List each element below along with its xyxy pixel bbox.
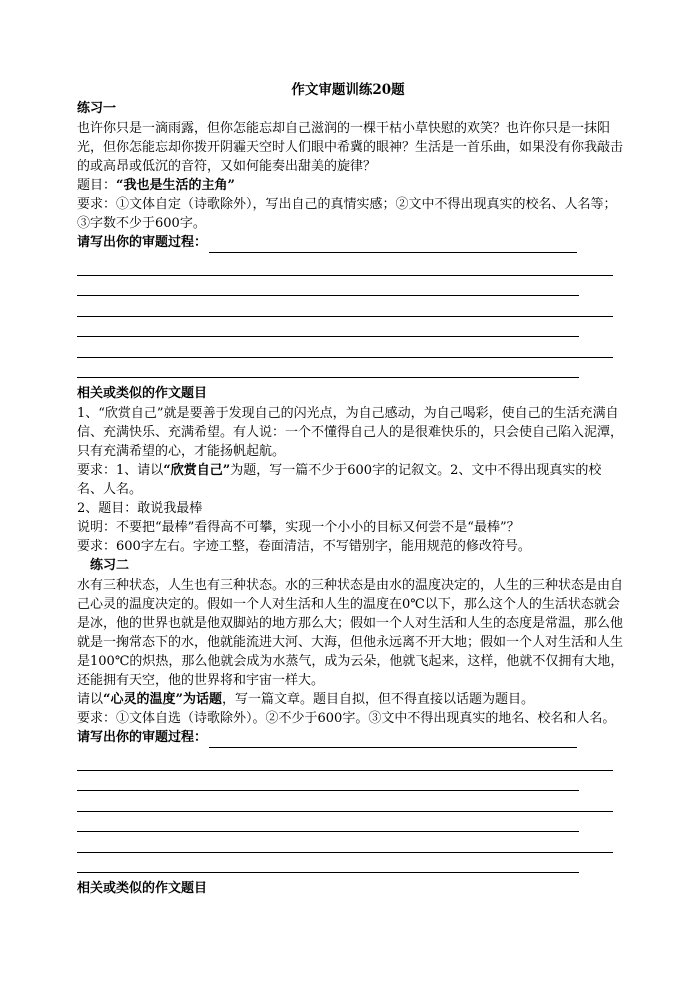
answer-line xyxy=(77,832,613,853)
answer-line xyxy=(77,276,579,297)
exercise-1-prompt xyxy=(77,233,625,253)
answer-line xyxy=(77,750,613,771)
answer-line xyxy=(77,337,613,358)
answer-line xyxy=(77,812,579,833)
related-topic-1: 1、“欣赏自己”就是要善于发现自己的闪光点，为自己感动，为自己喝彩，使自己的生活充满自信、充满快乐、充满希望。有人说：一个不懂得自己人的是很难快乐的，只会使自己陷入泥潭，只有充满希望的心，才能扬帆起航。 xyxy=(77,406,624,459)
answer-line xyxy=(77,358,579,379)
answer-line xyxy=(77,296,613,317)
exercise-2-answer-lines xyxy=(77,750,625,873)
exercise-2-material: 水有三种状态，人生也有三种状态。水的三种状态是由水的温度决定的，人生的三种状态是由自己心灵的温度决定的。假如一个人对生活和人生的温度在0℃以下，那么这个人的生活状态就会是冰，他的世界也就是他双脚站的地方那么大；假如一个人对生活和人生的态度是常温，那么他就是一掬常态下的水，他就能流进大河、大海，但他永远离不开大地；假如一个人对生活和人生是100℃的炽热，那么他就会成为水蒸气，成为云朵，他就飞起来，这样，他就不仅拥有大地，还能拥有天空，他的世界将和宇宙一样大。 xyxy=(77,578,624,688)
related-topic-2: 2、题目：敢说我最棒 xyxy=(77,501,203,516)
related-topic-2-requirement: 要求：600字左右。字迹工整，卷面清洁，不写错别字，能用规范的修改符号。 xyxy=(77,539,531,554)
related-topic-1-requirement xyxy=(77,461,625,499)
document-content xyxy=(77,99,625,899)
exercise-1-material: 也许你只是一滴雨露，但你怎能忘却自己滋润的一棵干枯小草快慰的欢笑？也许你只是一抹阳光，但你怎能忘却你拨开阴霾天空时人们眼中希冀的眼神？生活是一首乐曲，如果没有你我敲击的或高昂或低沉的音符，又如何能奏出甜美的旋律？ xyxy=(77,121,624,174)
requirement-text: 为题，写一篇不少于600字的记叙文。2、文中不得出现真实的校名、人名。 xyxy=(77,463,602,497)
exercise-1-topic-label: 题目： xyxy=(77,178,117,193)
topic-text: 请以 xyxy=(77,692,104,707)
related-topics-heading: 相关或类似的作文题目 xyxy=(77,386,208,401)
answer-line xyxy=(77,255,613,276)
related-topics-heading-2: 相关或类似的作文题目 xyxy=(77,881,208,896)
answer-line xyxy=(77,771,579,792)
exercise-2-prompt xyxy=(77,728,625,748)
answer-line xyxy=(77,317,579,338)
exercise-1-prompt-underline xyxy=(209,239,577,253)
related-topic-2-explanation: 说明：不要把“最棒”看得高不可攀，实现一个小小的目标又何尝不是“最棒”？ xyxy=(77,520,520,535)
exercise-1-heading: 练习一 xyxy=(77,101,117,116)
exercise-2-prompt-underline xyxy=(209,734,577,748)
exercise-2-requirement: 要求：①文体自选（诗歌除外）。②不少于600字。③文中不得出现真实的地名、校名和人名。 xyxy=(77,711,616,726)
exercise-1-answer-lines xyxy=(77,255,625,378)
requirement-title: “欣赏自己” xyxy=(163,463,231,478)
exercise-1-requirement: 要求：①文体自定（诗歌除外），写出自己的真情实感；②文中不得出现真实的校名、人名等；③字数不少于600字。 xyxy=(77,197,617,231)
answer-line xyxy=(77,791,613,812)
topic-text: ，写一篇文章。题目自拟，但不得直接以话题为题目。 xyxy=(221,692,534,707)
document-title: 作文审题训练20题 xyxy=(291,82,405,98)
exercise-2-heading: 练习二 xyxy=(90,558,130,573)
exercise-2-topic xyxy=(77,690,625,709)
exercise-2-prompt-label: 请写出你的审题过程： xyxy=(77,730,208,745)
exercise-1-topic-title: “我也是生活的主角” xyxy=(116,178,235,193)
answer-line xyxy=(77,853,579,874)
requirement-text: 要求：1、请以 xyxy=(77,463,164,478)
topic-title: “心灵的温度”为话题 xyxy=(103,692,222,707)
exercise-1-prompt-label: 请写出你的审题过程： xyxy=(77,235,208,250)
exercise-1-topic xyxy=(77,176,625,195)
